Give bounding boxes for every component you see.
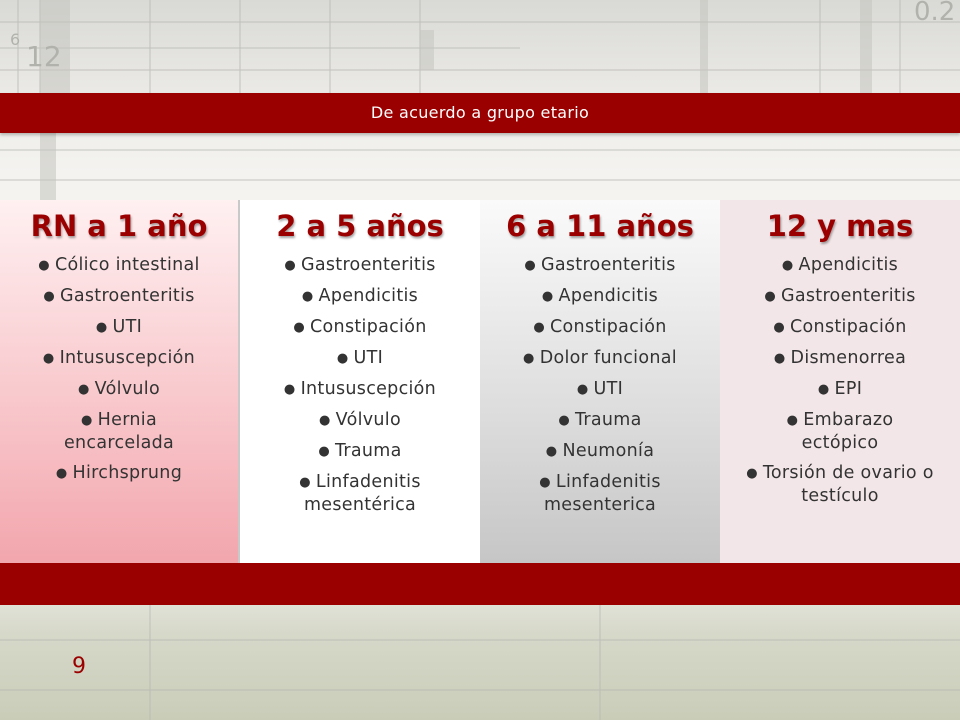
column-title: 12 y mas bbox=[766, 209, 914, 243]
list-item: ● Linfadenitis mesentérica bbox=[299, 472, 421, 515]
diagnosis-list bbox=[720, 254, 960, 507]
bullet-icon: ● bbox=[42, 351, 55, 366]
list-item: ● Gastroenteritis bbox=[43, 286, 195, 306]
age-group-columns bbox=[0, 200, 960, 563]
bullet-icon: ● bbox=[284, 258, 296, 273]
list-item: ● Apendicitis bbox=[541, 286, 659, 306]
bullet-icon: ● bbox=[786, 413, 799, 428]
list-item: ● Gastroenteritis bbox=[284, 255, 436, 275]
bullet-icon: ● bbox=[764, 289, 776, 304]
list-item: ● UTI bbox=[95, 317, 143, 337]
page-number: 9 bbox=[72, 654, 86, 679]
list-item: ● Gastroenteritis bbox=[764, 286, 916, 306]
bullet-icon: ● bbox=[55, 466, 68, 481]
bullet-icon: ● bbox=[539, 475, 551, 490]
bullet-icon: ● bbox=[523, 351, 535, 366]
list-item: ● Linfadenitis mesenterica bbox=[539, 472, 661, 515]
bullet-icon: ● bbox=[293, 320, 306, 335]
bullet-icon: ● bbox=[533, 320, 546, 335]
list-item: ● Intususcepción bbox=[42, 348, 196, 368]
background-number: 0.2 bbox=[914, 0, 956, 27]
list-item: ● Intususcepción bbox=[283, 379, 437, 399]
diagnosis-list bbox=[480, 254, 720, 516]
list-item: ● Dismenorrea bbox=[773, 348, 907, 368]
list-item: ● Constipación bbox=[533, 317, 667, 337]
list-item: ● Trauma bbox=[318, 441, 402, 461]
list-item: ● EPI bbox=[817, 379, 863, 399]
column-2-a-5-anos bbox=[240, 200, 480, 563]
bullet-icon: ● bbox=[524, 258, 536, 273]
diagnosis-list bbox=[0, 254, 238, 485]
list-item: ● Cólico intestinal bbox=[38, 255, 200, 275]
list-item: ● Constipación bbox=[293, 317, 427, 337]
bullet-icon: ● bbox=[545, 444, 558, 459]
background-number: 12 bbox=[26, 40, 62, 73]
bullet-icon: ● bbox=[301, 289, 314, 304]
bullet-icon: ● bbox=[746, 466, 758, 481]
list-item: ● Hernia encarcelada bbox=[63, 410, 175, 453]
column-title: 2 a 5 años bbox=[276, 209, 444, 243]
list-item: ● Apendicitis bbox=[781, 255, 899, 275]
bottom-band bbox=[0, 563, 960, 605]
bullet-icon: ● bbox=[95, 320, 108, 335]
bullet-icon: ● bbox=[299, 475, 311, 490]
column-title: 6 a 11 años bbox=[506, 209, 694, 243]
column-rn-a-1-ano bbox=[0, 200, 240, 563]
list-item: ● Embarazo ectópico bbox=[786, 410, 894, 453]
list-item: ● Trauma bbox=[558, 410, 642, 430]
bullet-icon: ● bbox=[817, 382, 830, 397]
section-banner: De acuerdo a grupo etario bbox=[0, 93, 960, 133]
bullet-icon: ● bbox=[81, 413, 93, 428]
list-item: ● Vólvulo bbox=[78, 379, 160, 399]
bullet-icon: ● bbox=[78, 382, 90, 397]
bullet-icon: ● bbox=[283, 382, 296, 397]
list-item: ● Hirchsprung bbox=[55, 463, 183, 483]
diagnosis-list bbox=[240, 254, 480, 516]
bullet-icon: ● bbox=[319, 413, 331, 428]
list-item: ● Apendicitis bbox=[301, 286, 419, 306]
bullet-icon: ● bbox=[576, 382, 589, 397]
list-item: ● Dolor funcional bbox=[523, 348, 677, 368]
column-12-y-mas bbox=[720, 200, 960, 563]
bullet-icon: ● bbox=[781, 258, 794, 273]
list-item: ● Gastroenteritis bbox=[524, 255, 676, 275]
background-number: 6 bbox=[10, 30, 21, 49]
list-item: ● UTI bbox=[576, 379, 624, 399]
list-item: ● UTI bbox=[336, 348, 384, 368]
list-item: ● Torsión de ovario o testículo bbox=[746, 463, 934, 506]
bullet-icon: ● bbox=[558, 413, 570, 428]
bullet-icon: ● bbox=[541, 289, 554, 304]
bullet-icon: ● bbox=[38, 258, 50, 273]
bullet-icon: ● bbox=[773, 320, 786, 335]
bullet-icon: ● bbox=[318, 444, 330, 459]
bullet-icon: ● bbox=[336, 351, 349, 366]
list-item: ● Constipación bbox=[773, 317, 907, 337]
bullet-icon: ● bbox=[773, 351, 786, 366]
list-item: ● Vólvulo bbox=[319, 410, 401, 430]
bullet-icon: ● bbox=[43, 289, 55, 304]
column-title: RN a 1 año bbox=[30, 209, 208, 243]
column-6-a-11-anos bbox=[480, 200, 720, 563]
list-item: ● Neumonía bbox=[545, 441, 655, 461]
